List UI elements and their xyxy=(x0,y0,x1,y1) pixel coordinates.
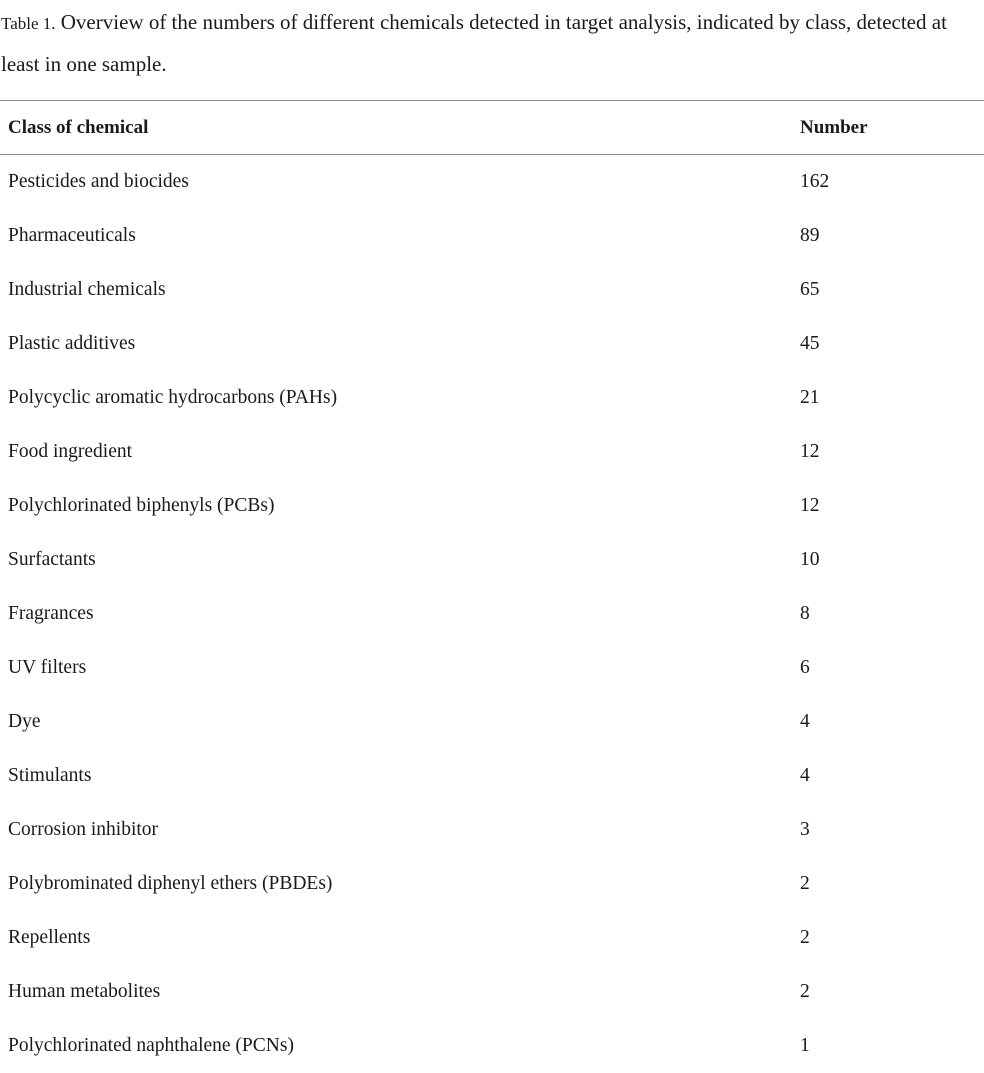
cell-number: 21 xyxy=(800,386,820,408)
cell-class-of-chemical: Pesticides and biocides xyxy=(8,170,189,192)
table-row xyxy=(0,965,984,1019)
table-caption xyxy=(1,2,984,84)
cell-number: 12 xyxy=(800,494,820,516)
cell-number: 4 xyxy=(800,710,810,732)
cell-class-of-chemical: Surfactants xyxy=(8,548,96,570)
table-body xyxy=(0,155,984,1073)
cell-class-of-chemical: Plastic additives xyxy=(8,332,136,354)
table-row xyxy=(0,911,984,965)
cell-number: 6 xyxy=(800,656,810,678)
cell-class-of-chemical: Polybrominated diphenyl ethers (PBDEs) xyxy=(8,872,333,894)
table-row xyxy=(0,155,984,209)
table-row xyxy=(0,425,984,479)
cell-number: 1 xyxy=(800,1034,810,1056)
cell-class-of-chemical: Dye xyxy=(8,710,41,732)
cell-number: 2 xyxy=(800,872,810,894)
header-class-of-chemical: Class of chemical xyxy=(8,116,149,138)
table-row xyxy=(0,803,984,857)
cell-number: 89 xyxy=(800,224,820,246)
cell-class-of-chemical: Human metabolites xyxy=(8,980,161,1002)
cell-class-of-chemical: Polychlorinated naphthalene (PCNs) xyxy=(8,1034,294,1056)
table-row xyxy=(0,749,984,803)
cell-class-of-chemical: Polycyclic aromatic hydrocarbons (PAHs) xyxy=(8,386,338,408)
cell-class-of-chemical: Corrosion inhibitor xyxy=(8,818,159,840)
table-row xyxy=(0,695,984,749)
table-row xyxy=(0,533,984,587)
cell-class-of-chemical: Repellents xyxy=(8,926,91,948)
cell-class-of-chemical: Food ingredient xyxy=(8,440,133,462)
table-row xyxy=(0,371,984,425)
cell-class-of-chemical: Polychlorinated biphenyls (PCBs) xyxy=(8,494,275,516)
cell-class-of-chemical: Fragrances xyxy=(8,602,94,624)
table-caption-text: Overview of the numbers of different chemicals detected in target analysis, indicated by class, detected at least in one sample. xyxy=(1,10,947,76)
table-row xyxy=(0,479,984,533)
cell-number: 8 xyxy=(800,602,810,624)
chemical-class-table xyxy=(0,100,984,1073)
cell-number: 12 xyxy=(800,440,820,462)
table-row xyxy=(0,857,984,911)
cell-class-of-chemical: UV filters xyxy=(8,656,87,678)
header-number: Number xyxy=(800,116,868,138)
table-row xyxy=(0,209,984,263)
cell-number: 2 xyxy=(800,926,810,948)
table-caption-label: Table 1. xyxy=(1,14,56,33)
cell-number: 10 xyxy=(800,548,820,570)
cell-number: 3 xyxy=(800,818,810,840)
cell-class-of-chemical: Industrial chemicals xyxy=(8,278,166,300)
table-row xyxy=(0,263,984,317)
cell-number: 162 xyxy=(800,170,830,192)
cell-class-of-chemical: Stimulants xyxy=(8,764,92,786)
cell-number: 65 xyxy=(800,278,820,300)
cell-number: 2 xyxy=(800,980,810,1002)
table-row xyxy=(0,587,984,641)
table-row xyxy=(0,317,984,371)
table-row xyxy=(0,641,984,695)
table-header-row xyxy=(0,101,984,155)
table-row xyxy=(0,1019,984,1073)
cell-class-of-chemical: Pharmaceuticals xyxy=(8,224,136,246)
cell-number: 45 xyxy=(800,332,820,354)
cell-number: 4 xyxy=(800,764,810,786)
